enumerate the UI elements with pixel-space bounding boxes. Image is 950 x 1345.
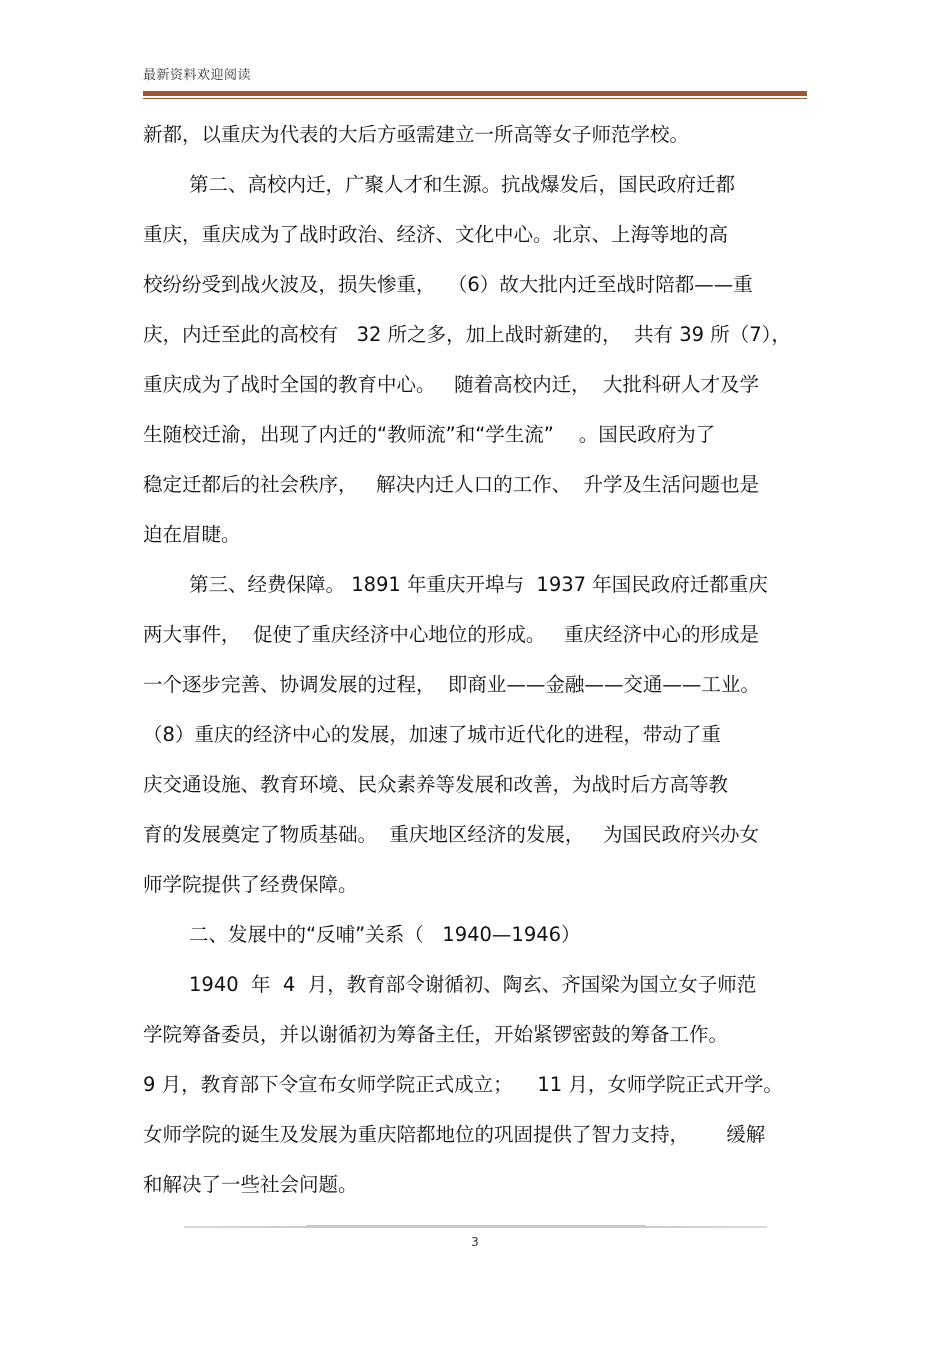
text-line-4: 校纷纷受到战火波及，损失惨重， （6）故大批内迁至战时陪都——重 [143,273,753,296]
text-line-19: 学院筹备委员，并以谢循初为筹备主任，开始紧锣密鼓的筹备工作。 [143,1023,729,1046]
text-line-2: 第二、高校内迁，广聚人才和生源。抗战爆发后，国民政府迁都 [189,173,736,196]
text-line-22: 和解决了一些社会问题。 [143,1173,358,1196]
text-line-3: 重庆，重庆成为了战时政治、经济、文化中心。北京、上海等地的高 [143,223,729,246]
header-rule [143,91,807,96]
section-heading: 二、发展中的“反哺”关系（ 1940—1946） [189,923,581,946]
text-line-9: 迫在眉睫。 [143,523,241,546]
text-line-13: （8）重庆的经济中心的发展，加速了城市近代化的进程，带动了重 [143,723,721,746]
text-line-11: 两大事件， 促使了重庆经济中心地位的形成。 重庆经济中心的形成是 [143,623,759,646]
text-line-8: 稳定迁都后的社会秩序， 解决内迁人口的工作、 升学及生活问题也是 [143,473,759,496]
text-line-7: 生随校迁渝，出现了内迁的“教师流”和“学生流” 。国民政府为了 [143,423,716,446]
text-line-10: 第三、经费保障。 1891 年重庆开埠与 1937 年国民政府迁都重庆 [189,573,768,596]
text-line-15: 育的发展奠定了物质基础。 重庆地区经济的发展， 为国民政府兴办女 [143,823,759,846]
text-line-14: 庆交通设施、教育环境、民众素养等发展和改善，为战时后方高等教 [143,773,729,796]
text-line-21: 女师学院的诞生及发展为重庆陪都地位的巩固提供了智力支持， 缓解 [143,1123,766,1146]
header-rule-thin [143,98,807,99]
text-line-18: 1940 年 4 月，教育部令谢循初、陶玄、齐国梁为国立女子师范 [189,973,757,996]
text-line-16: 师学院提供了经费保障。 [143,873,358,896]
text-line-6: 重庆成为了战时全国的教育中心。 随着高校内迁， 大批科研人才及学 [143,373,759,396]
text-line-12: 一个逐步完善、协调发展的过程， 即商业——金融——交通——工业。 [143,673,760,696]
text-line-20: 9 月，教育部下令宣布女师学院正式成立； 11 月，女师学院正式开学。 [143,1073,783,1096]
page-number: 3 [471,1235,479,1249]
text-line-1: 新都，以重庆为代表的大后方亟需建立一所高等女子师范学校。 [143,123,690,146]
footer-rule-shade [306,1225,646,1228]
text-line-5: 庆，内迁至此的高校有 32 所之多，加上战时新建的， 共有 39 所（7）， [143,323,791,346]
header-text: 最新资料欢迎阅读 [143,68,252,83]
